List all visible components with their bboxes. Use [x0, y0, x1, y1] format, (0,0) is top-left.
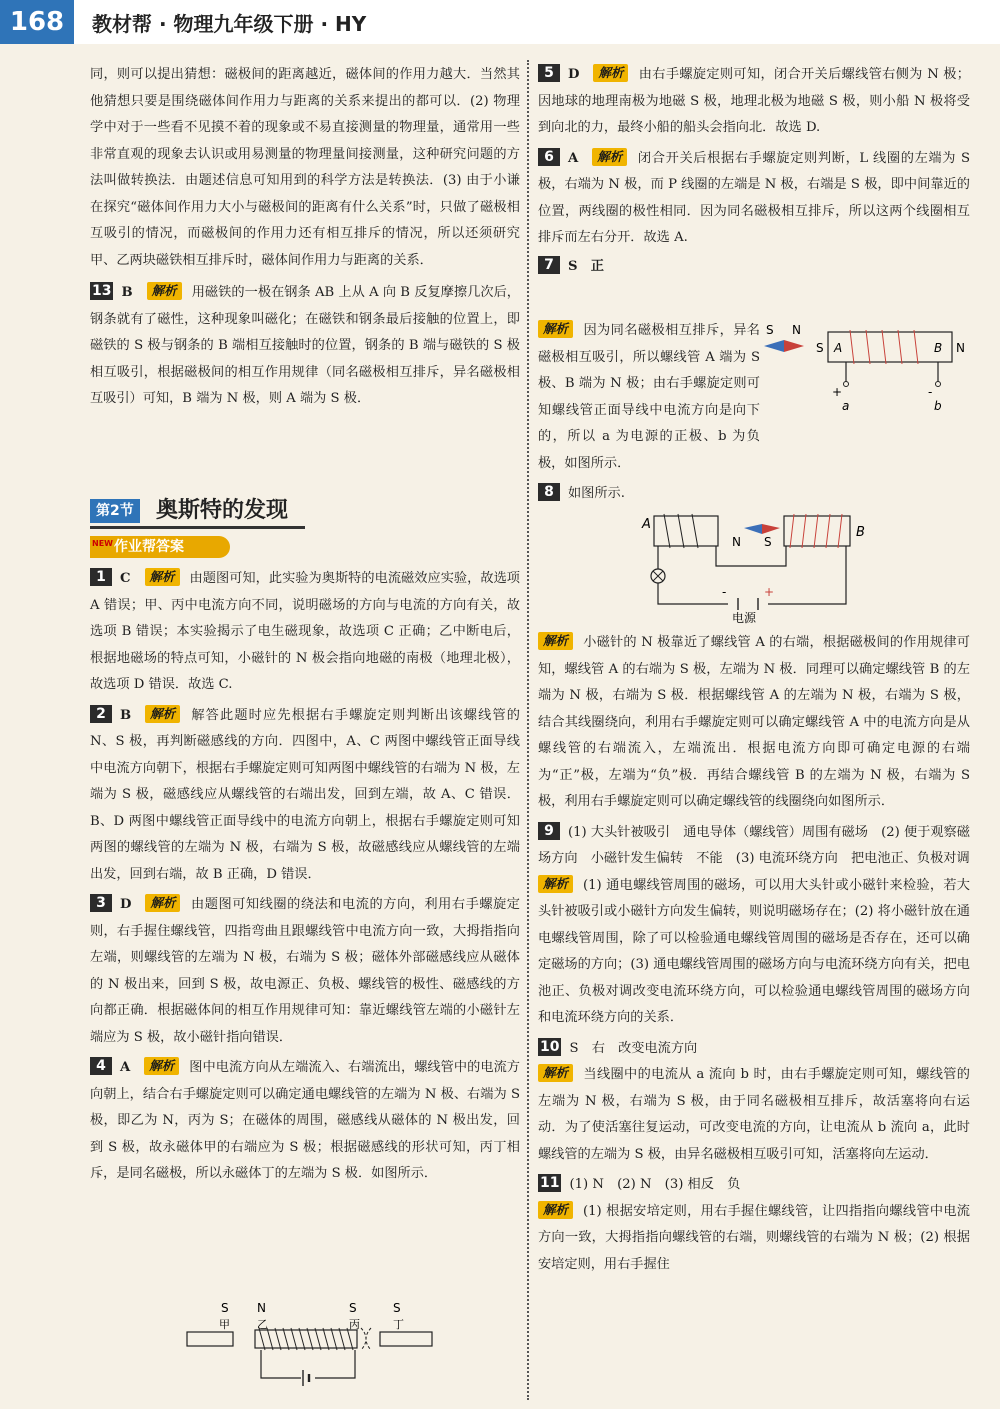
question-number: 10 [540, 1038, 560, 1055]
label-bing: 丙 [349, 1318, 360, 1331]
answer: S 右 改变电流方向 [569, 1040, 698, 1056]
question-number: 8 [538, 483, 560, 501]
terminal-wires [846, 362, 938, 382]
answer: D [568, 67, 580, 82]
label-ding: 丁 [393, 1318, 404, 1331]
answer: B [120, 707, 132, 723]
analysis-tag: 解析 [538, 320, 573, 338]
question-number: 3 [90, 894, 112, 912]
answer: A [568, 150, 579, 166]
answer: 如图所示. [568, 486, 625, 501]
subsection-heading [90, 536, 230, 558]
question-number: 1 [90, 568, 112, 586]
figure-q7-solenoid [762, 320, 972, 414]
left-column-bottom [90, 566, 520, 1188]
question-number: 13 [92, 283, 112, 299]
answer: D [120, 897, 132, 912]
analysis-text: 小磁针的 N 极靠近了螺线管 A 的右端，根据磁极间的作用规律可知，螺线管 A 的右端为 S 极，左端为 N 极．同理可以确定螺线管 B 的左端为 N 极，右端为 S 极．根据螺线管 A 的左端为 N 极，右端为 S 极，结合其线圈绕向，利用右手螺旋定则可以确定螺线管 A 中的电流方向是从螺线管的右端流入，左端流出．根据电流方向即可确定电源的右端为“正”极，左端为“负”极．再结合螺线管 B 的左端为 N 极，右端为 S 极，利用右手螺旋定则可以确定螺线管的线圈绕向如图所示． [538, 635, 970, 809]
analysis-tag: 解析 [145, 568, 180, 586]
question-number: 6 [538, 148, 560, 166]
label-n-yi: N [257, 1301, 266, 1315]
question-10-analysis [538, 1062, 970, 1168]
question-number: 5 [538, 64, 560, 82]
label-yi: 乙 [257, 1318, 268, 1331]
circuit-wire [261, 1350, 355, 1378]
question-number: 4 [90, 1057, 112, 1075]
analysis-tag: 解析 [538, 875, 573, 893]
analysis-text: 闭合开关后根据右手螺旋定则判断，L 线圈的左端为 S 极，右端为 N 极，而 P 线圈的左端是 N 极，右端是 S 极，即中间靠近的位置，两线圈的极性相同．因为同名磁极相互排斥，所以这两个线圈相互排斥而左右分开．故选 A. [538, 150, 970, 245]
new-badge: NEW [92, 539, 113, 548]
analysis-text: 图中电流方向从左端流入、右端流出，螺线管中的电流方向朝上，结合右手螺旋定则可以确定通电螺线管的左端为 N 极、右端为 S 极，即乙为 N，丙为 S；在磁体的周围，磁感线从磁体的 N 极出发，回到 S 极，故永磁体甲的右端应为 S 极；根据磁感线的形状可知，丙丁相斥，是同名磁极，所以永磁体丁的左端为 S 极．如图所示． [90, 1060, 520, 1181]
question-6 [538, 146, 970, 252]
answer: (1) N (2) N (3) 相反 负 [569, 1177, 741, 1192]
end-a-label: A [834, 341, 843, 355]
analysis-tag: 解析 [592, 148, 627, 166]
right-end-label: N [956, 341, 965, 355]
page-number: 168 [0, 0, 74, 44]
question-9 [538, 820, 970, 873]
magnet-ding [380, 1332, 432, 1346]
question-10 [538, 1036, 970, 1063]
question-5 [538, 62, 970, 142]
source-minus: - [722, 585, 727, 599]
compass-needle-right [762, 524, 780, 534]
question-9-analysis [538, 873, 970, 1032]
question-7-answer [538, 254, 970, 281]
question-11-analysis [538, 1199, 970, 1279]
question-3 [90, 892, 520, 1051]
section-heading [90, 496, 305, 529]
section-badge: 第2节 [90, 499, 140, 523]
solenoid-a-label: A [642, 517, 651, 532]
analysis-text: 由题图可知线圈的绕法和电流的方向，利用右手螺旋定则，右手握住螺线管，四指弯曲且跟螺线管中电流方向一致，大拇指指向左端，则螺线管的左端为 N 极，右端为 S 极；磁体外部磁感线应从磁体的 N 极出来，回到 S 极，故电源正、负极、螺线管的极性、磁感线的方向都正确．根据磁体间的相互作用规律可知：靠近螺线管左端的小磁针左端应为 S 极，故小磁针指向错误． [90, 897, 520, 1045]
answer: B [121, 285, 133, 300]
analysis-tag: 解析 [145, 705, 180, 723]
analysis-text: 由右手螺旋定则可知，闭合开关后螺线管右侧为 N 极；因地球的地理南极为地磁 S 极，地理北极为地磁 S 极，则小船 N 极将受到向北的力，最终小船的船头会指向北．故选 D. [538, 67, 970, 135]
section-title: 奥斯特的发现 [156, 498, 289, 523]
needle-n-label: N [792, 323, 801, 337]
figure-q8-circuit [640, 506, 890, 624]
terminal-b [936, 382, 941, 387]
question-7-analysis-block [538, 318, 760, 477]
label-s-ding: S [393, 1301, 401, 1315]
end-b-label: B [934, 341, 943, 355]
question-number: 7 [538, 256, 560, 274]
label-s-bing: S [349, 1301, 357, 1315]
answer: S 正 [568, 258, 604, 274]
question-13 [90, 280, 520, 413]
analysis-tag: 解析 [538, 1064, 573, 1082]
left-end-label: S [816, 341, 824, 355]
analysis-tag: 解析 [145, 894, 180, 912]
analysis-text: 用磁铁的一极在钢条 AB 上从 A 向 B 反复摩擦几次后，钢条就有了磁性，这种现象叫磁化；在磁铁和钢条最后接触的位置上，即磁铁的 S 极与钢条的 B 端相互接触时的位置，钢条的 B 端与磁铁的 S 极相互吸引，根据磁极间的相互作用规律（同名磁极相互排斥，异名磁极相互吸引）可知，B 端为 N 极，则 A 端为 S 极． [90, 285, 520, 406]
compass-needle-n [784, 340, 804, 352]
analysis-text: 当线圈中的电流从 a 流向 b 时，由右手螺旋定则可知，螺线管的左端为 N 极，右端为 S 极，由于同名磁极相互排斥，故活塞将向右运动．为了使活塞往复运动，可改变电流的方向，让电流从 b 流向 a，此时螺线管的左端为 S 极，由异名磁极相互吸引可知，活塞将向左运动． [538, 1067, 970, 1162]
solenoid-coils [850, 330, 918, 364]
answer: A [120, 1060, 131, 1075]
answer: (1) 大头针被吸引 通电导体（螺线管）周围有磁场 (2) 便于观察磁场方向 小磁针发生偏转 不能 (3) 电流环绕方向 把电池正、负极对调 [538, 824, 970, 866]
needle-s-label: S [764, 535, 772, 549]
needle-n-label: N [732, 535, 741, 549]
compass-needle-s [764, 340, 784, 352]
book-title: 教材帮 · 物理九年级下册 · HY [92, 12, 367, 36]
analysis-text: 由题图可知，此实验为奥斯特的电流磁效应实验，故选项 A 错误；甲、丙中电流方向不同，说明磁场的方向与电流的方向有关，故选项 B 错误；本实验揭示了电生磁现象，故选项 C 正确；乙中断电后，根据地磁场的特点可知，小磁针的 N 极会指向地磁的南极（地理北极），故选项 D 错误．故选 C. [90, 571, 520, 692]
left-column-top [90, 62, 520, 413]
terminal-b-label: b [934, 399, 942, 413]
label-s-jia: S [221, 1301, 229, 1315]
analysis-tag: 解析 [538, 1201, 573, 1219]
page-header [0, 0, 1000, 44]
question-8-answer [538, 481, 970, 508]
figure-q4-solenoid [175, 1298, 445, 1398]
solenoid-coils [259, 1328, 353, 1350]
analysis-tag: 解析 [144, 1057, 179, 1075]
right-column-top [538, 62, 970, 280]
analysis-text: (1) 根据安培定则，用右手握住螺线管，让四指指向螺线管中电流方向一致，大拇指指向螺线管的右端，则螺线管的右端为 N 极；(2) 根据安培定则，用右手握住 [538, 1203, 970, 1272]
answer: C [120, 571, 131, 586]
right-column-bottom [538, 630, 970, 1278]
source-label: 电源 [732, 611, 757, 624]
solenoid-b-label: B [856, 525, 865, 540]
question-8-analysis [538, 630, 970, 816]
solenoid-a [654, 516, 718, 546]
analysis-tag: 解析 [593, 64, 628, 82]
minus-sign: - [928, 385, 933, 399]
circuit-wires [658, 546, 846, 604]
analysis-tag: 解析 [538, 632, 573, 650]
question-number: 2 [90, 705, 112, 723]
source-plus: + [764, 585, 775, 599]
needle-s-label: S [766, 323, 774, 337]
terminal-a [844, 382, 849, 387]
subsection-title: 作业帮答案 [114, 539, 184, 555]
question-1 [90, 566, 520, 699]
analysis-text: 因为同名磁极相互排斥，异名磁极相互吸引，所以螺线管 A 端为 S 极、B 端为 N 极；由右手螺旋定则可知螺线管正面导线中电流方向是向下的，所以 a 为电源的正极、b 为负极，如图所示． [538, 323, 760, 471]
intro-text: 同，则可以提出猜想：磁极间的距离越近，磁体间的作用力越大．当然其他猜想只要是围绕磁体间作用力与距离的关系来提出的都可以．(2) 物理学中对于一些看不见摸不着的现象或不易直接测量的物理量，通常用一些非常直观的现象去认识或用易测量的物理量间接测量，这种研究问题的方法叫做转换法．由题述信息可知用到的科学方法是转换法．(3) 由于小谦在探究“磁体间作用力大小与磁极间的距离有什么关系”时，只做了磁极相互吸引的情况，而磁极间的作用力还有相互排斥的情况，所以还须研究甲、乙两块磁铁相互排斥时，磁体间作用力与距离的关系． [90, 67, 520, 268]
question-2 [90, 703, 520, 889]
magnet-jia [187, 1332, 233, 1346]
question-7-analysis [538, 318, 760, 477]
analysis-text: 解答此题时应先根据右手螺旋定则判断出该螺线管的 N、S 极，再判断磁感线的方向．四图中，A、C 两图中螺线管正面导线中电流方向朝下，根据右手螺旋定则可知两图中螺线管的右端为 N 极，左端为 S 极，磁感线应从螺线管的右端出发，回到左端，故 A、C 错误．B、D 两图中螺线管正面导线中的电流方向朝上，根据右手螺旋定则可知两图的螺线管的左端为 N 极，右端为 S 极，故磁感线应从螺线管的左端出发，回到右端，故 B 正确，D 错误． [90, 707, 520, 882]
plus-sign: + [832, 385, 843, 399]
terminal-a-label: a [842, 399, 850, 413]
compass-needle-left [744, 524, 762, 534]
solenoid-b-coils [790, 514, 842, 548]
label-jia: 甲 [219, 1318, 230, 1331]
column-divider [527, 60, 529, 1400]
analysis-text: (1) 通电螺线管周围的磁场，可以用大头针或小磁针来检验，若大头针被吸引或小磁针方向发生偏转，则说明磁场存在；(2) 将小磁针放在通电螺线管周围，除了可以检验通电螺线管周围的磁场是否存在，还可以确定磁场的方向；(3) 通电螺线管周围的磁场方向与电流环绕方向有关，把电池正、负极对调改变电流环绕方向，可以检验通电螺线管周围的磁场方向和电流环绕方向的关系． [538, 877, 970, 1025]
solenoid-a-coils [664, 514, 698, 548]
question-number: 9 [538, 822, 560, 840]
analysis-tag: 解析 [147, 282, 182, 300]
question-8-answer-line [538, 481, 970, 508]
question-4 [90, 1055, 520, 1188]
field-lines [361, 1328, 371, 1350]
question-11 [538, 1172, 970, 1199]
question-number: 11 [540, 1175, 560, 1191]
